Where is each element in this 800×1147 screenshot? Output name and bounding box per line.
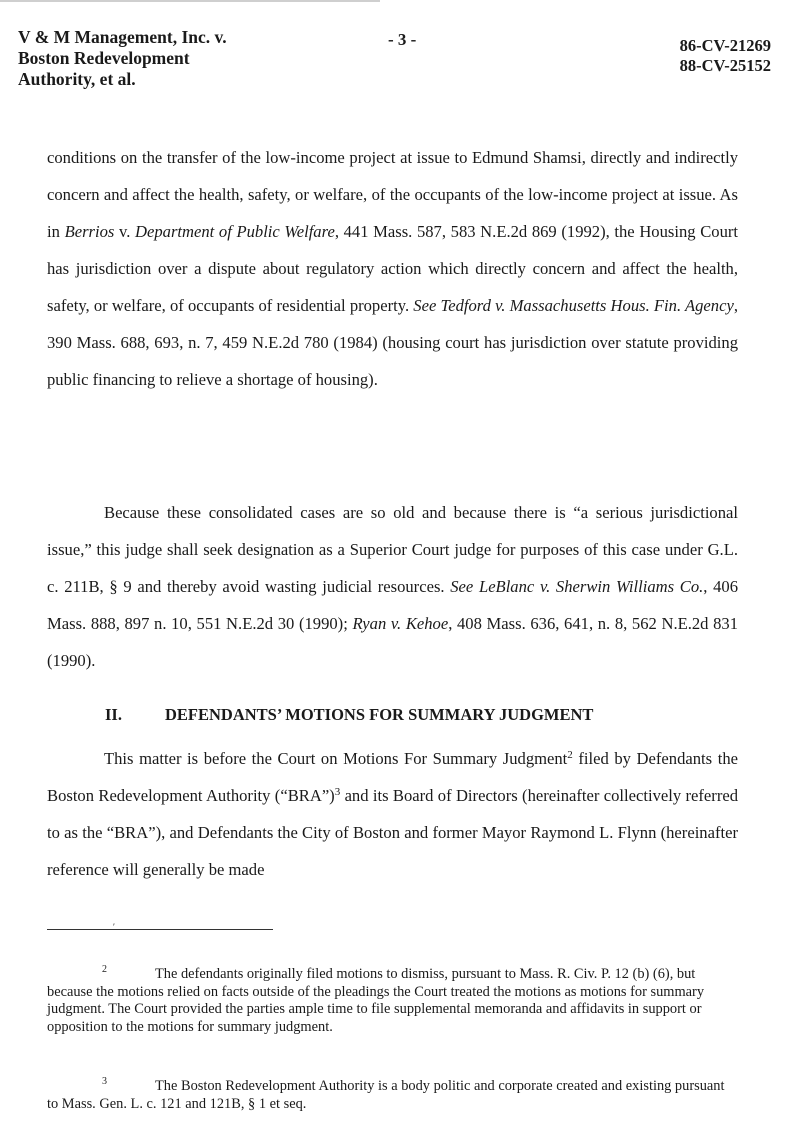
text-run: , 406 Mass. 888, 897 n. 10, 551 N.E.2d 30 (1990); <box>47 577 739 633</box>
footnote-text: The defendants originally filed motions to dismiss, pursuant to Mass. R. Civ. P. 12 (b) (6), but because the motions relied on facts outside of the pleadings the Court treated the motions as motions for summary judgment. The Court provided the parties ample time to file supplemental memoranda and affidavits in support or opposition to the motions for summary judgment. <box>47 966 705 1035</box>
docket-number: 86-CV-21269 <box>679 36 771 55</box>
footnote-number: 2 <box>102 964 107 975</box>
text-run: , 441 Mass. 587, 583 N.E.2d 869 (1992), the Housing Court has jurisdiction over a dispute about regulatory action which directly concern and affect the health, safety, or welfare, of occupants of residential property. <box>47 222 738 315</box>
case-caption-line: V & M Management, Inc. v. <box>18 27 227 47</box>
docket-numbers <box>680 36 771 76</box>
footnote-number: 3 <box>102 1076 107 1087</box>
section-number: II. <box>105 705 122 724</box>
case-caption <box>18 27 227 90</box>
page-number: - 3 - <box>388 30 417 49</box>
footnote-text: The Boston Redevelopment Authority is a body politic and corporate created and existing pursuant to Mass. Gen. L. c. 121 and 121B, § 1 et seq. <box>47 1078 725 1112</box>
text-run: v. <box>114 222 135 241</box>
case-name: Ryan v. Kehoe <box>352 614 449 633</box>
footnote-separator <box>47 922 273 932</box>
text-run: Because these consolidated cases are so old and because there is “a serious jurisdictional issue,” this judge shall seek designation as a Superior Court judge for purposes of this case under G.L. c. 211B, § 9 and thereby avoid wasting judicial resources. <box>47 503 738 596</box>
case-citation: See Tedford v. Massachusetts Hous. Fin. Agency <box>413 296 734 315</box>
text-run: , 408 Mass. 636, 641, n. 8, 562 N.E.2d 831 (1990). <box>47 614 739 670</box>
scan-mark: ′ <box>113 922 115 932</box>
text-run: filed by Defendants the Boston Redevelopment Authority (“BRA”) <box>47 749 738 805</box>
text-run: conditions on the transfer of the low-income project at issue to Edmund Shamsi, directly and indirectly concern and affect the health, safety, or welfare, of the occupants of the low-income project at issue. As in <box>47 148 738 241</box>
docket-number: 88-CV-25152 <box>679 56 771 75</box>
case-name: Department of Public Welfare <box>135 222 335 241</box>
section-title: DEFENDANTS’ MOTIONS FOR SUMMARY JUDGMENT <box>165 705 594 724</box>
scan-top-edge <box>0 0 380 2</box>
paragraph-designation <box>47 494 738 679</box>
footnote-ref: 3 <box>334 786 341 798</box>
text-run: , 390 Mass. 688, 693, n. 7, 459 N.E.2d 780 (1984) (housing court has jurisdiction over statute providing public financing to relieve a shortage of housing). <box>47 296 738 389</box>
case-caption-line: Boston Redevelopment <box>18 48 190 68</box>
footnote-ref: 2 <box>567 749 573 761</box>
section-heading <box>105 705 593 725</box>
case-citation: See LeBlanc v. Sherwin Williams Co. <box>450 577 704 596</box>
case-caption-line: Authority, et al. <box>18 69 136 89</box>
text-run: and its Board of Directors (hereinafter collectively referred to as the “BRA”), and Defendants the City of Boston and former Mayor Raymond L. Flynn (hereinafter reference will generally be made <box>47 786 739 879</box>
footnote <box>47 961 738 1036</box>
paragraph-motions <box>47 740 738 888</box>
footnote <box>47 1073 738 1113</box>
case-name: Berrios <box>64 222 115 241</box>
text-run: This matter is before the Court on Motions For Summary Judgment <box>104 749 568 768</box>
paragraph-jurisdiction <box>47 139 738 398</box>
